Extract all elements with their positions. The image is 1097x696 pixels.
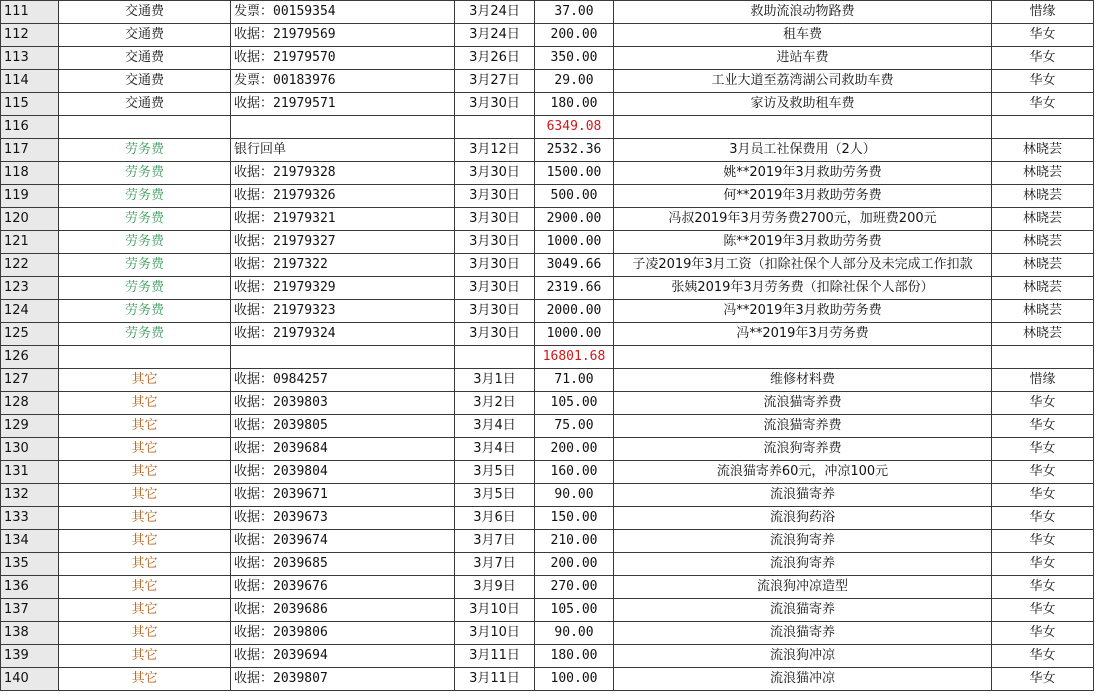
handler-cell[interactable]: 华女	[992, 530, 1094, 553]
table-row	[1, 93, 1094, 116]
row-number[interactable]: 112	[1, 24, 59, 47]
date-cell[interactable]: 3月9日	[455, 576, 535, 599]
table-row	[1, 461, 1094, 484]
description-cell[interactable]: 张姨2019年3月劳务费（扣除社保个人部份）	[614, 277, 992, 300]
row-number[interactable]: 131	[1, 461, 59, 484]
table-row	[1, 1, 1094, 24]
document-cell[interactable]: 收据：0984257	[231, 369, 455, 392]
table-row	[1, 622, 1094, 645]
category-cell[interactable]: 劳务费	[59, 254, 231, 277]
document-cell[interactable]: 收据：21979571	[231, 93, 455, 116]
table-row	[1, 47, 1094, 70]
document-cell[interactable]: 收据：21979569	[231, 24, 455, 47]
amount-cell[interactable]: 200.00	[535, 24, 614, 47]
document-cell[interactable]: 收据：21979329	[231, 277, 455, 300]
table-row	[1, 484, 1094, 507]
amount-cell[interactable]: 350.00	[535, 47, 614, 70]
amount-cell[interactable]: 1000.00	[535, 231, 614, 254]
date-cell[interactable]: 3月12日	[455, 139, 535, 162]
description-cell[interactable]: 流浪狗药浴	[614, 507, 992, 530]
row-number[interactable]: 120	[1, 208, 59, 231]
row-number[interactable]: 129	[1, 415, 59, 438]
handler-cell[interactable]: 华女	[992, 645, 1094, 668]
handler-cell[interactable]: 华女	[992, 599, 1094, 622]
category-cell[interactable]: 交通费	[59, 24, 231, 47]
handler-cell[interactable]	[992, 116, 1094, 139]
amount-cell[interactable]: 90.00	[535, 622, 614, 645]
amount-cell[interactable]: 180.00	[535, 645, 614, 668]
description-cell[interactable]: 工业大道至荔湾湖公司救助车费	[614, 70, 992, 93]
description-cell[interactable]	[614, 346, 992, 369]
category-cell[interactable]: 其它	[59, 645, 231, 668]
row-number[interactable]: 115	[1, 93, 59, 116]
handler-cell[interactable]: 林晓芸	[992, 162, 1094, 185]
category-cell[interactable]: 其它	[59, 461, 231, 484]
description-cell[interactable]: 姚**2019年3月救助劳务费	[614, 162, 992, 185]
description-cell[interactable]: 冯**2019年3月救助劳务费	[614, 300, 992, 323]
row-number[interactable]: 119	[1, 185, 59, 208]
subtotal-amount-cell[interactable]: 16801.68	[535, 346, 614, 369]
amount-cell[interactable]: 29.00	[535, 70, 614, 93]
amount-cell[interactable]: 160.00	[535, 461, 614, 484]
category-cell[interactable]: 其它	[59, 369, 231, 392]
row-number[interactable]: 130	[1, 438, 59, 461]
handler-cell[interactable]: 华女	[992, 93, 1094, 116]
date-cell[interactable]	[455, 346, 535, 369]
category-cell[interactable]: 劳务费	[59, 139, 231, 162]
table-row	[1, 162, 1094, 185]
subtotal-amount-cell[interactable]: 6349.08	[535, 116, 614, 139]
category-cell[interactable]: 交通费	[59, 93, 231, 116]
table-body	[1, 1, 1094, 691]
category-cell[interactable]: 劳务费	[59, 277, 231, 300]
date-cell[interactable]: 3月30日	[455, 162, 535, 185]
row-number[interactable]: 114	[1, 70, 59, 93]
category-cell[interactable]	[59, 346, 231, 369]
table-row	[1, 277, 1094, 300]
description-cell[interactable]: 冯**2019年3月劳务费	[614, 323, 992, 346]
document-cell[interactable]: 收据：2039676	[231, 576, 455, 599]
category-cell[interactable]: 其它	[59, 622, 231, 645]
amount-cell[interactable]: 2000.00	[535, 300, 614, 323]
handler-cell[interactable]	[992, 346, 1094, 369]
amount-cell[interactable]: 270.00	[535, 576, 614, 599]
amount-cell[interactable]: 1500.00	[535, 162, 614, 185]
document-cell[interactable]: 银行回单	[231, 139, 455, 162]
category-cell[interactable]: 交通费	[59, 70, 231, 93]
row-number[interactable]: 128	[1, 392, 59, 415]
description-cell[interactable]: 流浪猫冲凉	[614, 668, 992, 691]
table-row	[1, 668, 1094, 691]
handler-cell[interactable]: 林晓芸	[992, 139, 1094, 162]
table-row	[1, 254, 1094, 277]
row-number[interactable]: 137	[1, 599, 59, 622]
row-number[interactable]: 139	[1, 645, 59, 668]
handler-cell[interactable]: 华女	[992, 622, 1094, 645]
category-cell[interactable]: 其它	[59, 484, 231, 507]
row-number[interactable]: 121	[1, 231, 59, 254]
description-cell[interactable]: 租车费	[614, 24, 992, 47]
handler-cell[interactable]: 华女	[992, 484, 1094, 507]
document-cell[interactable]: 收据：2039673	[231, 507, 455, 530]
date-cell[interactable]: 3月30日	[455, 277, 535, 300]
table-row	[1, 645, 1094, 668]
row-number[interactable]: 140	[1, 668, 59, 691]
document-cell[interactable]: 收据：21979328	[231, 162, 455, 185]
description-cell[interactable]: 流浪狗寄养	[614, 530, 992, 553]
handler-cell[interactable]: 惜缘	[992, 1, 1094, 24]
handler-cell[interactable]: 林晓芸	[992, 208, 1094, 231]
document-cell[interactable]: 收据：2039803	[231, 392, 455, 415]
document-cell[interactable]: 收据：21979327	[231, 231, 455, 254]
description-cell[interactable]: 流浪狗冲凉造型	[614, 576, 992, 599]
date-cell[interactable]: 3月6日	[455, 507, 535, 530]
description-cell[interactable]: 流浪猫寄养	[614, 599, 992, 622]
handler-cell[interactable]: 林晓芸	[992, 323, 1094, 346]
document-cell[interactable]: 收据：2039671	[231, 484, 455, 507]
handler-cell[interactable]: 华女	[992, 47, 1094, 70]
table-row	[1, 507, 1094, 530]
row-number[interactable]: 113	[1, 47, 59, 70]
date-cell[interactable]: 3月2日	[455, 392, 535, 415]
table-row	[1, 369, 1094, 392]
date-cell[interactable]: 3月30日	[455, 93, 535, 116]
row-number[interactable]: 127	[1, 369, 59, 392]
date-cell[interactable]: 3月10日	[455, 599, 535, 622]
category-cell[interactable]: 其它	[59, 576, 231, 599]
date-cell[interactable]: 3月30日	[455, 254, 535, 277]
row-number[interactable]: 132	[1, 484, 59, 507]
document-cell[interactable]: 收据：2039686	[231, 599, 455, 622]
handler-cell[interactable]: 华女	[992, 24, 1094, 47]
description-cell[interactable]: 流浪猫寄养	[614, 484, 992, 507]
amount-cell[interactable]: 500.00	[535, 185, 614, 208]
document-cell[interactable]: 收据：21979324	[231, 323, 455, 346]
table-row	[1, 576, 1094, 599]
table-row	[1, 415, 1094, 438]
row-number[interactable]: 118	[1, 162, 59, 185]
handler-cell[interactable]: 华女	[992, 70, 1094, 93]
category-cell[interactable]: 其它	[59, 392, 231, 415]
table-row	[1, 70, 1094, 93]
row-number[interactable]: 133	[1, 507, 59, 530]
handler-cell[interactable]: 华女	[992, 461, 1094, 484]
table-row	[1, 185, 1094, 208]
subtotal-row	[1, 116, 1094, 139]
description-cell[interactable]: 流浪狗冲凉	[614, 645, 992, 668]
description-cell[interactable]: 维修材料费	[614, 369, 992, 392]
description-cell[interactable]: 进站车费	[614, 47, 992, 70]
description-cell[interactable]: 何**2019年3月救助劳务费	[614, 185, 992, 208]
category-cell[interactable]: 劳务费	[59, 208, 231, 231]
description-cell[interactable]: 流浪猫寄养60元，冲凉100元	[614, 461, 992, 484]
document-cell[interactable]: 收据：2039685	[231, 553, 455, 576]
amount-cell[interactable]: 75.00	[535, 415, 614, 438]
date-cell[interactable]: 3月30日	[455, 323, 535, 346]
description-cell[interactable]: 流浪猫寄养费	[614, 415, 992, 438]
document-cell[interactable]: 收据：21979323	[231, 300, 455, 323]
description-cell[interactable]: 冯叔2019年3月劳务费2700元，加班费200元	[614, 208, 992, 231]
row-number[interactable]: 122	[1, 254, 59, 277]
table-row	[1, 24, 1094, 47]
amount-cell[interactable]: 2532.36	[535, 139, 614, 162]
row-number[interactable]: 124	[1, 300, 59, 323]
category-cell[interactable]: 劳务费	[59, 185, 231, 208]
amount-cell[interactable]: 1000.00	[535, 323, 614, 346]
table-row	[1, 599, 1094, 622]
date-cell[interactable]: 3月30日	[455, 300, 535, 323]
category-cell[interactable]: 其它	[59, 415, 231, 438]
category-cell[interactable]: 劳务费	[59, 300, 231, 323]
handler-cell[interactable]: 惜缘	[992, 369, 1094, 392]
table-row	[1, 438, 1094, 461]
handler-cell[interactable]: 华女	[992, 438, 1094, 461]
description-cell[interactable]: 3月员工社保费用（2人）	[614, 139, 992, 162]
document-cell[interactable]: 收据：2197322	[231, 254, 455, 277]
row-number[interactable]: 125	[1, 323, 59, 346]
table-row	[1, 231, 1094, 254]
document-cell[interactable]: 发票：00183976	[231, 70, 455, 93]
date-cell[interactable]: 3月1日	[455, 369, 535, 392]
table-row	[1, 392, 1094, 415]
document-cell[interactable]: 收据：2039804	[231, 461, 455, 484]
date-cell[interactable]: 3月11日	[455, 645, 535, 668]
document-cell[interactable]: 收据：21979321	[231, 208, 455, 231]
row-number[interactable]: 116	[1, 116, 59, 139]
handler-cell[interactable]: 华女	[992, 507, 1094, 530]
amount-cell[interactable]: 3049.66	[535, 254, 614, 277]
date-cell[interactable]: 3月7日	[455, 553, 535, 576]
document-cell[interactable]: 收据：2039694	[231, 645, 455, 668]
document-cell[interactable]: 收据：2039805	[231, 415, 455, 438]
row-number[interactable]: 111	[1, 1, 59, 24]
category-cell[interactable]: 交通费	[59, 1, 231, 24]
amount-cell[interactable]: 200.00	[535, 553, 614, 576]
row-number[interactable]: 135	[1, 553, 59, 576]
amount-cell[interactable]: 150.00	[535, 507, 614, 530]
row-number[interactable]: 123	[1, 277, 59, 300]
date-cell[interactable]: 3月24日	[455, 1, 535, 24]
date-cell[interactable]: 3月27日	[455, 70, 535, 93]
handler-cell[interactable]: 林晓芸	[992, 254, 1094, 277]
category-cell[interactable]: 其它	[59, 530, 231, 553]
row-number[interactable]: 138	[1, 622, 59, 645]
document-cell[interactable]: 发票：00159354	[231, 1, 455, 24]
description-cell[interactable]: 子凌2019年3月工资（扣除社保个人部分及未完成工作扣款	[614, 254, 992, 277]
handler-cell[interactable]: 华女	[992, 553, 1094, 576]
document-cell[interactable]	[231, 116, 455, 139]
handler-cell[interactable]: 林晓芸	[992, 231, 1094, 254]
date-cell[interactable]: 3月5日	[455, 461, 535, 484]
document-cell[interactable]: 收据：2039806	[231, 622, 455, 645]
handler-cell[interactable]: 华女	[992, 668, 1094, 691]
category-cell[interactable]: 其它	[59, 553, 231, 576]
handler-cell[interactable]: 林晓芸	[992, 277, 1094, 300]
row-number[interactable]: 134	[1, 530, 59, 553]
document-cell[interactable]: 收据：2039674	[231, 530, 455, 553]
amount-cell[interactable]: 2319.66	[535, 277, 614, 300]
handler-cell[interactable]: 林晓芸	[992, 300, 1094, 323]
description-cell[interactable]: 救助流浪动物路费	[614, 1, 992, 24]
description-cell[interactable]	[614, 116, 992, 139]
category-cell[interactable]: 其它	[59, 507, 231, 530]
category-cell[interactable]	[59, 116, 231, 139]
category-cell[interactable]: 劳务费	[59, 231, 231, 254]
description-cell[interactable]: 家访及救助租车费	[614, 93, 992, 116]
row-number[interactable]: 117	[1, 139, 59, 162]
category-cell[interactable]: 其它	[59, 668, 231, 691]
document-cell[interactable]	[231, 346, 455, 369]
amount-cell[interactable]: 71.00	[535, 369, 614, 392]
amount-cell[interactable]: 210.00	[535, 530, 614, 553]
category-cell[interactable]: 其它	[59, 599, 231, 622]
document-cell[interactable]: 收据：2039684	[231, 438, 455, 461]
description-cell[interactable]: 流浪狗寄养	[614, 553, 992, 576]
date-cell[interactable]: 3月26日	[455, 47, 535, 70]
date-cell[interactable]: 3月30日	[455, 208, 535, 231]
category-cell[interactable]: 劳务费	[59, 323, 231, 346]
description-cell[interactable]: 陈**2019年3月救助劳务费	[614, 231, 992, 254]
date-cell[interactable]: 3月30日	[455, 231, 535, 254]
date-cell[interactable]: 3月5日	[455, 484, 535, 507]
amount-cell[interactable]: 100.00	[535, 668, 614, 691]
date-cell[interactable]: 3月4日	[455, 438, 535, 461]
description-cell[interactable]: 流浪狗寄养费	[614, 438, 992, 461]
amount-cell[interactable]: 37.00	[535, 1, 614, 24]
amount-cell[interactable]: 105.00	[535, 599, 614, 622]
document-cell[interactable]: 收据：21979570	[231, 47, 455, 70]
date-cell[interactable]: 3月10日	[455, 622, 535, 645]
table-row	[1, 208, 1094, 231]
table-row	[1, 323, 1094, 346]
handler-cell[interactable]: 华女	[992, 392, 1094, 415]
date-cell[interactable]: 3月24日	[455, 24, 535, 47]
row-number[interactable]: 136	[1, 576, 59, 599]
date-cell[interactable]: 3月11日	[455, 668, 535, 691]
subtotal-row	[1, 346, 1094, 369]
category-cell[interactable]: 劳务费	[59, 162, 231, 185]
date-cell[interactable]: 3月7日	[455, 530, 535, 553]
description-cell[interactable]: 流浪猫寄养费	[614, 392, 992, 415]
amount-cell[interactable]: 2900.00	[535, 208, 614, 231]
date-cell[interactable]: 3月4日	[455, 415, 535, 438]
document-cell[interactable]: 收据：21979326	[231, 185, 455, 208]
description-cell[interactable]: 流浪猫寄养	[614, 622, 992, 645]
handler-cell[interactable]: 林晓芸	[992, 185, 1094, 208]
category-cell[interactable]: 交通费	[59, 47, 231, 70]
handler-cell[interactable]: 华女	[992, 415, 1094, 438]
table-row	[1, 530, 1094, 553]
table-row	[1, 300, 1094, 323]
amount-cell[interactable]: 180.00	[535, 93, 614, 116]
category-cell[interactable]: 其它	[59, 438, 231, 461]
amount-cell[interactable]: 105.00	[535, 392, 614, 415]
table-row	[1, 139, 1094, 162]
document-cell[interactable]: 收据：2039807	[231, 668, 455, 691]
date-cell[interactable]	[455, 116, 535, 139]
amount-cell[interactable]: 200.00	[535, 438, 614, 461]
handler-cell[interactable]: 华女	[992, 576, 1094, 599]
date-cell[interactable]: 3月30日	[455, 185, 535, 208]
row-number[interactable]: 126	[1, 346, 59, 369]
table-row	[1, 553, 1094, 576]
amount-cell[interactable]: 90.00	[535, 484, 614, 507]
